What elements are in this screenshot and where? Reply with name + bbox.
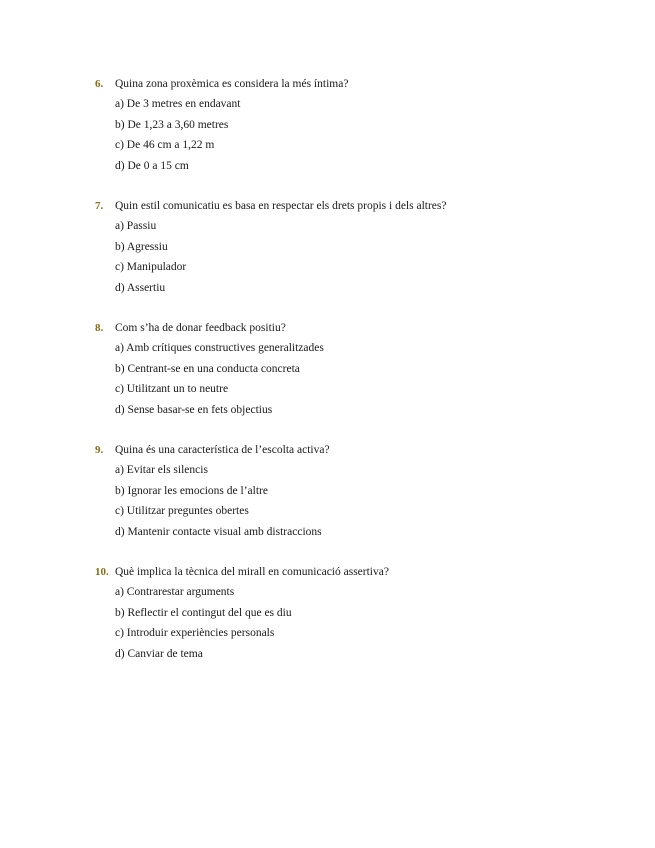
question-8-prompt <box>95 318 615 338</box>
answer-option-b: b) De 1,23 a 3,60 metres <box>115 118 229 131</box>
question-text: Com s’ha de donar feedback positiu? <box>115 322 286 334</box>
question-8 <box>95 318 615 420</box>
answer-option-a: a) De 3 metres en endavant <box>115 98 241 110</box>
answer-option-c: c) Utilitzant un to neutre <box>115 383 229 395</box>
answer-option-c: c) Introduir experiències personals <box>115 627 275 639</box>
answer-options <box>95 216 615 298</box>
answer-option-c: c) Utilitzar preguntes obertes <box>115 505 249 517</box>
question-number: 9. <box>95 444 104 456</box>
question-10-prompt <box>95 562 615 582</box>
answer-option-c: c) De 46 cm a 1,22 m <box>115 139 215 151</box>
question-number: 7. <box>95 200 104 212</box>
answer-option-d: d) De 0 a 15 cm <box>115 159 189 172</box>
answer-options <box>95 94 615 176</box>
answer-option-d: d) Canviar de tema <box>115 647 203 660</box>
answer-options <box>95 582 615 664</box>
answer-option-a: a) Amb crítiques constructives generalitzades <box>115 342 324 354</box>
question-9 <box>95 440 615 542</box>
question-text: Quina zona proxèmica es considera la més íntima? <box>115 78 349 90</box>
question-6-prompt <box>95 74 615 94</box>
question-6 <box>95 74 615 176</box>
answer-option-b: b) Reflectir el contingut del que es diu <box>115 606 292 619</box>
answer-option-a: a) Evitar els silencis <box>115 464 208 476</box>
question-text: Quin estil comunicatiu es basa en respectar els drets propis i dels altres? <box>115 200 447 212</box>
question-9-prompt <box>95 440 615 460</box>
answer-options <box>95 338 615 420</box>
answer-option-b: b) Ignorar les emocions de l’altre <box>115 484 268 497</box>
question-7-prompt <box>95 196 615 216</box>
answer-option-c: c) Manipulador <box>115 261 187 273</box>
question-text: Quina és una característica de l’escolta activa? <box>115 444 330 456</box>
answer-option-b: b) Centrant-se en una conducta concreta <box>115 362 300 375</box>
answer-options <box>95 460 615 542</box>
answer-option-d: d) Sense basar-se en fets objectius <box>115 403 273 416</box>
question-7 <box>95 196 615 298</box>
answer-option-a: a) Passiu <box>115 220 157 232</box>
question-text: Què implica la tècnica del mirall en comunicació assertiva? <box>115 566 389 578</box>
answer-option-d: d) Assertiu <box>115 281 166 294</box>
question-number: 6. <box>95 78 104 90</box>
answer-option-b: b) Agressiu <box>115 240 168 253</box>
question-10 <box>95 562 615 664</box>
question-number: 10. <box>95 566 109 578</box>
question-number: 8. <box>95 322 104 334</box>
answer-option-a: a) Contrarestar arguments <box>115 586 235 598</box>
answer-option-d: d) Mantenir contacte visual amb distraccions <box>115 525 322 538</box>
